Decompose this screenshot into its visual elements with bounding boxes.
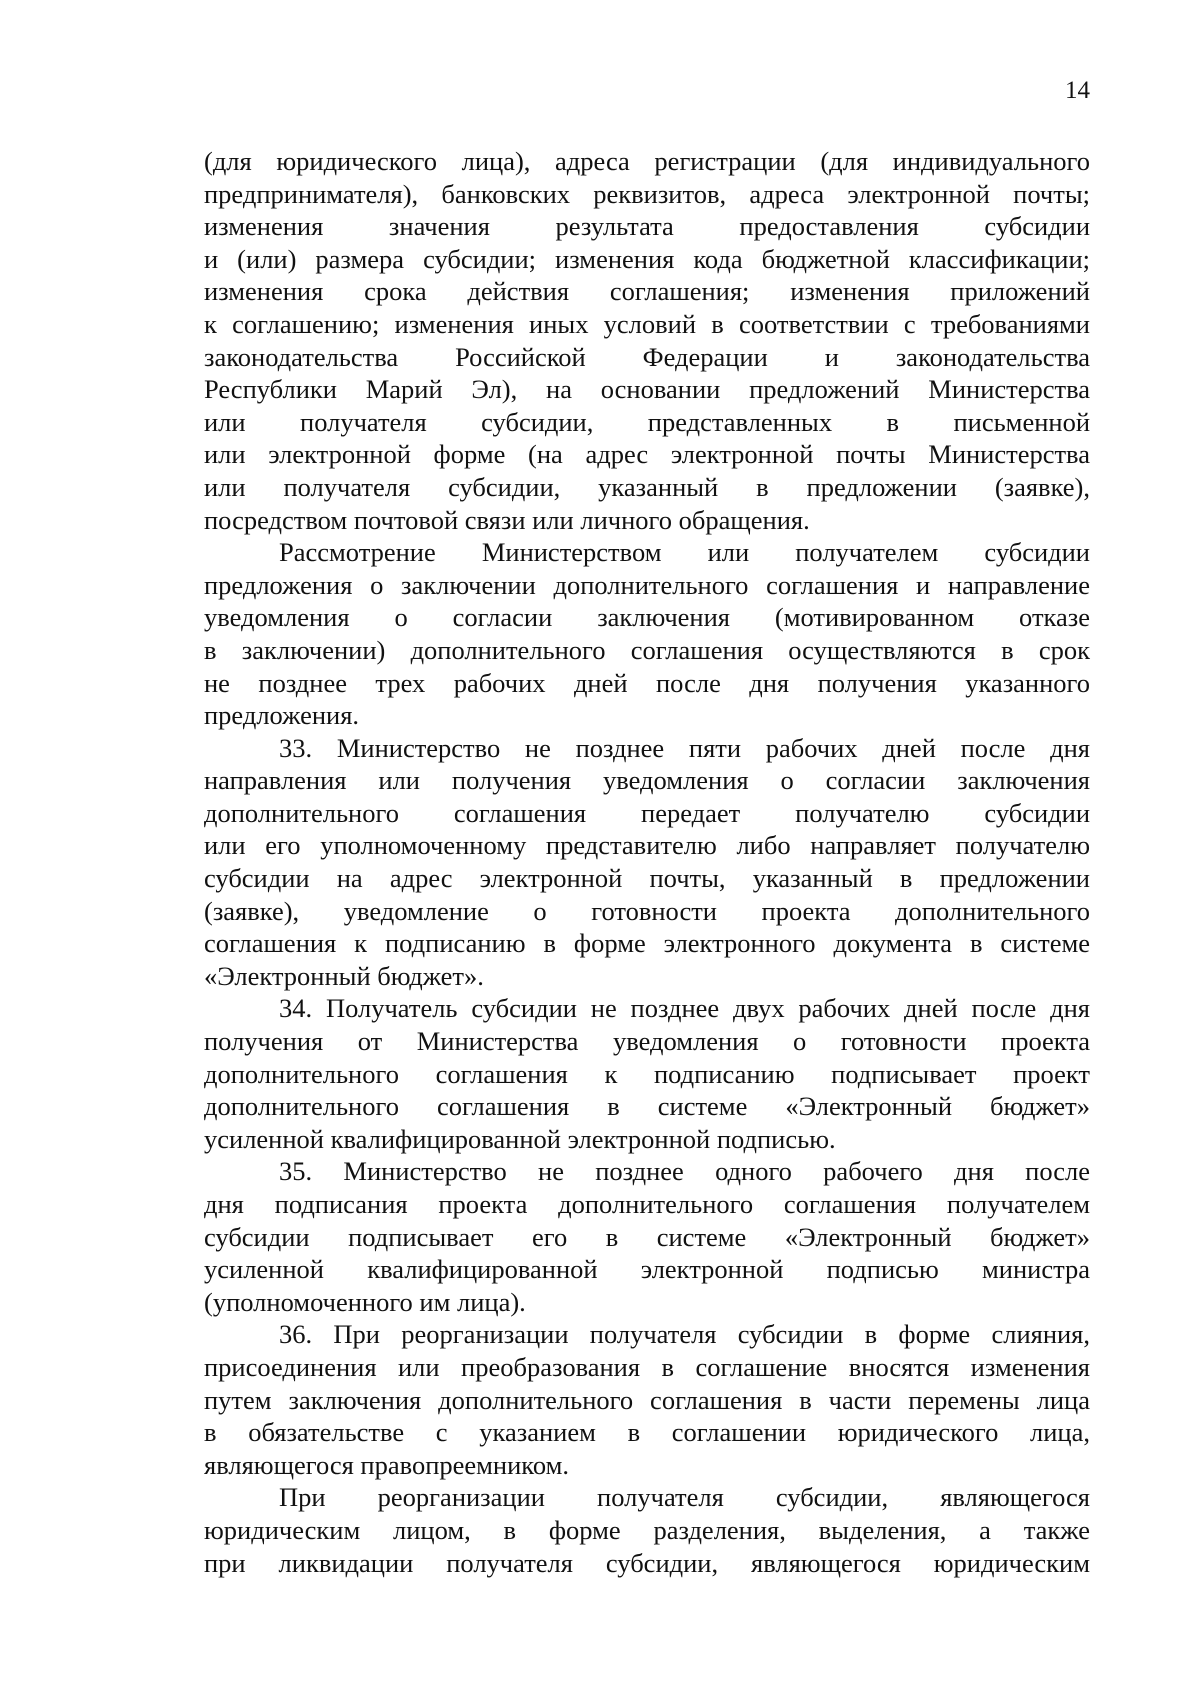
paragraph-reorganization — [204, 1481, 1090, 1579]
text-line: являющегося правопреемником. — [204, 1449, 569, 1480]
text-line: и (или) размера субсидии; изменения кода бюджетной классификации; — [204, 243, 1090, 274]
text-line: не позднее трех рабочих дней после дня получения указанного — [204, 667, 1090, 698]
text-line: 34. Получатель субсидии не позднее двух рабочих дней после дня — [279, 993, 1090, 1024]
text-line: 33. Министерство не позднее пяти рабочих дней после дня — [279, 732, 1090, 763]
text-line: при ликвидации получателя субсидии, являющегося юридическим — [204, 1547, 1090, 1578]
text-line: предпринимателя), банковских реквизитов, адреса электронной почты; — [204, 178, 1090, 209]
text-line: присоединения или преобразования в соглашение вносятся изменения — [204, 1351, 1090, 1382]
document-body — [204, 145, 1090, 1579]
text-line: получения от Министерства уведомления о готовности проекта — [204, 1026, 1090, 1057]
text-line: юридическим лицом, в форме разделения, выделения, а также — [204, 1514, 1090, 1545]
text-line: или получателя субсидии, указанный в предложении (заявке), — [204, 471, 1090, 502]
text-line: 35. Министерство не позднее одного рабочего дня после — [279, 1156, 1090, 1187]
paragraph-item-34 — [204, 992, 1090, 1155]
text-line: (для юридического лица), адреса регистрации (для индивидуального — [204, 146, 1090, 176]
text-line: в обязательстве с указанием в соглашении юридического лица, — [204, 1417, 1090, 1448]
text-line: субсидии подписывает его в системе «Электронный бюджет» — [204, 1221, 1090, 1252]
text-line: законодательства Российской Федерации и законодательства — [204, 341, 1090, 372]
paragraph-item-36 — [204, 1318, 1090, 1481]
paragraph-continuation — [204, 145, 1090, 536]
text-line: предложения. — [204, 700, 360, 731]
paragraph-item-35 — [204, 1155, 1090, 1318]
text-line: усиленной квалифицированной электронной подписью. — [204, 1123, 836, 1154]
text-line: дополнительного соглашения в системе «Электронный бюджет» — [204, 1091, 1090, 1122]
text-line: направления или получения уведомления о согласии заключения — [204, 765, 1090, 796]
text-line: или получателя субсидии, представленных в письменной — [204, 406, 1090, 437]
page-number: 14 — [1065, 77, 1090, 104]
text-line: дополнительного соглашения к подписанию подписывает проект — [204, 1058, 1090, 1089]
paragraph-item-33 — [204, 732, 1090, 993]
text-line: изменения срока действия соглашения; изменения приложений — [204, 276, 1090, 307]
text-line: 36. При реорганизации получателя субсидии в форме слияния, — [279, 1319, 1090, 1350]
text-line: Республики Марий Эл), на основании предложений Министерства — [204, 374, 1090, 405]
text-line: в заключении) дополнительного соглашения осуществляются в срок — [204, 634, 1090, 665]
text-line: дня подписания проекта дополнительного соглашения получателем — [204, 1189, 1090, 1219]
text-line: (заявке), уведомление о готовности проекта дополнительного — [204, 895, 1090, 926]
paragraph-review — [204, 536, 1090, 732]
text-line: (уполномоченного им лица). — [204, 1286, 526, 1317]
text-line: соглашения к подписанию в форме электронного документа в системе — [204, 928, 1090, 959]
text-line: уведомления о согласии заключения (мотивированном отказе — [204, 602, 1090, 633]
text-line: или электронной форме (на адрес электронной почты Министерства — [204, 439, 1090, 470]
text-line: изменения значения результата предоставления субсидии — [204, 211, 1090, 242]
text-line: При реорганизации получателя субсидии, являющегося — [279, 1482, 1090, 1513]
text-line: дополнительного соглашения передает получателю субсидии — [204, 797, 1090, 828]
text-line: усиленной квалифицированной электронной подписью министра — [204, 1254, 1090, 1285]
text-line: посредством почтовой связи или личного обращения. — [204, 504, 810, 535]
text-line: предложения о заключении дополнительного соглашения и направление — [204, 569, 1090, 600]
text-line: к соглашению; изменения иных условий в соответствии с требованиями — [204, 308, 1090, 339]
text-line: или его уполномоченному представителю либо направляет получателю — [204, 830, 1090, 861]
text-line: «Электронный бюджет». — [204, 960, 484, 991]
text-line: путем заключения дополнительного соглашения в части перемены лица — [204, 1384, 1090, 1415]
text-line: субсидии на адрес электронной почты, указанный в предложении — [204, 863, 1090, 894]
text-line: Рассмотрение Министерством или получателем субсидии — [279, 537, 1090, 568]
